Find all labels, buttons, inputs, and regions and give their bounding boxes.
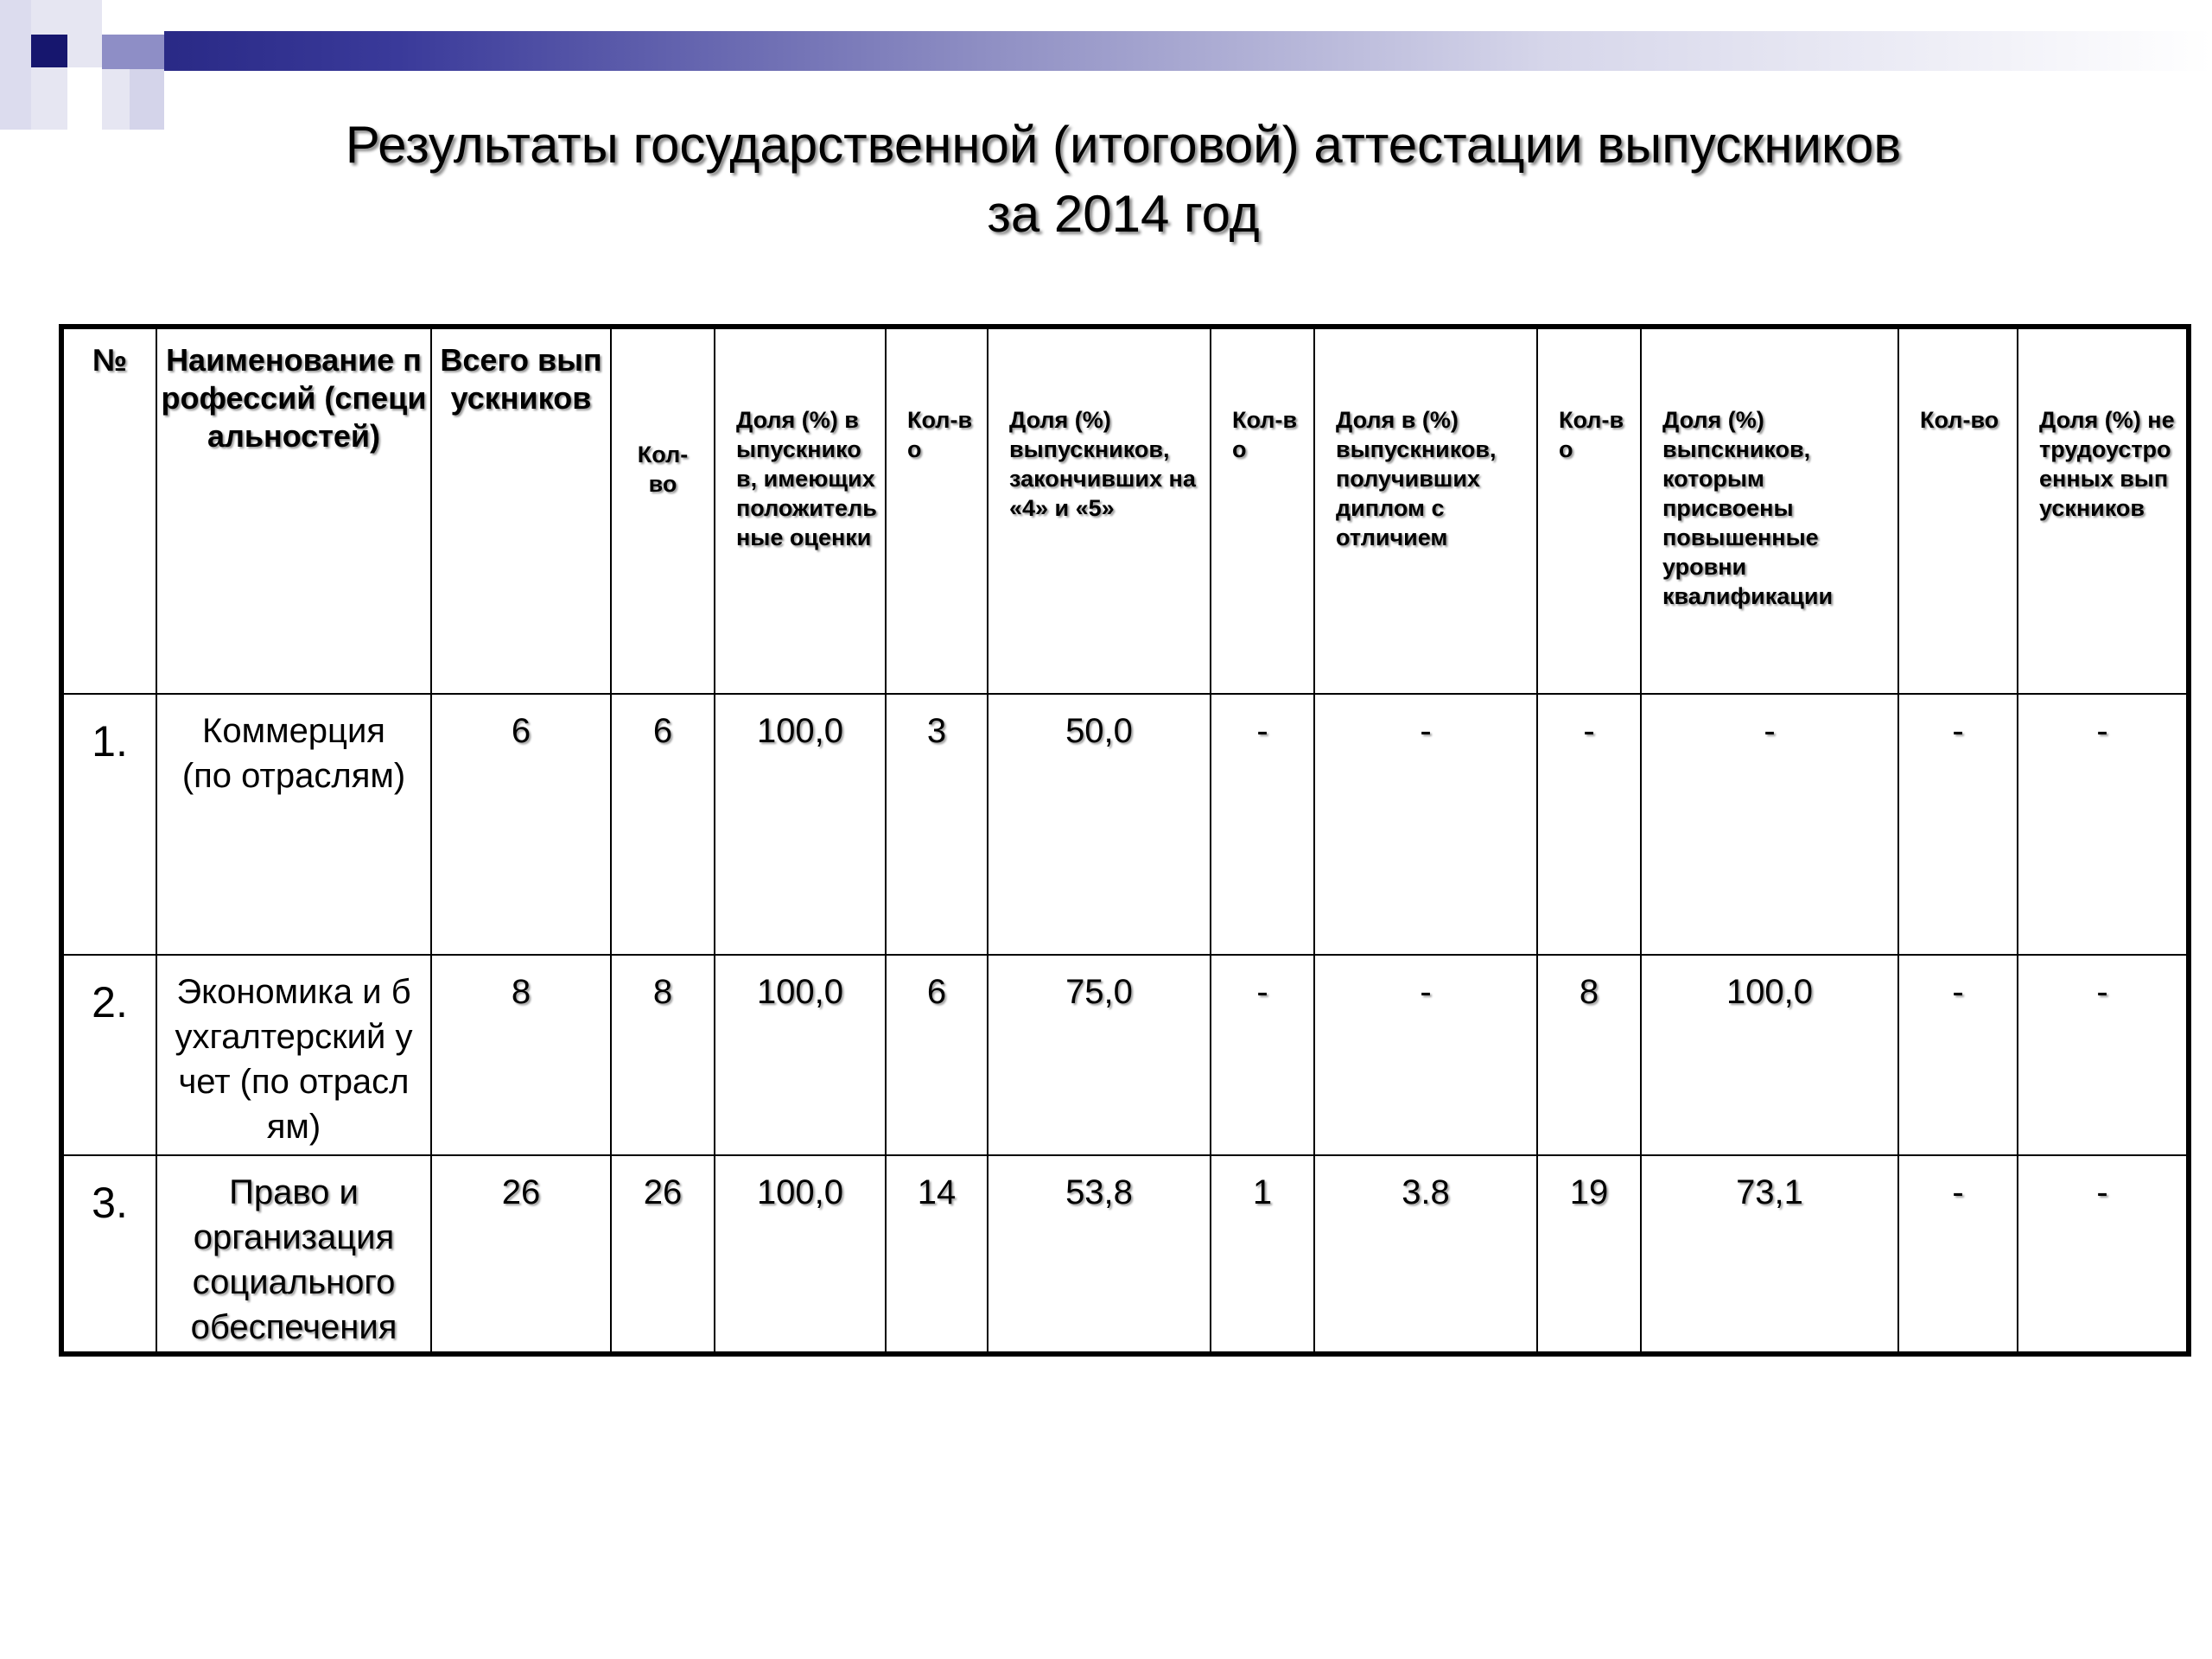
share-honors: -: [1314, 694, 1537, 955]
share-unemployed: -: [2018, 955, 2189, 1155]
header-share-good-excellent: Доля (%) выпускников, закончивших на «4» и «5»: [988, 327, 1211, 694]
header-band: [0, 31, 2212, 71]
header-decoration: [102, 35, 164, 69]
table-row: [61, 694, 2189, 955]
count-positive: 26: [611, 1155, 715, 1354]
count-higher-qualification: 19: [1537, 1155, 1641, 1354]
share-positive: 100,0: [715, 955, 886, 1155]
share-positive: 100,0: [715, 694, 886, 955]
count-unemployed: -: [1898, 1155, 2018, 1354]
header-share-honors: Доля в (%) выпускников, получивших диплом с отличием: [1314, 327, 1537, 694]
header-total-graduates: Всего выпускников: [431, 327, 611, 694]
profession-name: Экономика и бухгалтерский учет (по отраслям): [156, 955, 431, 1155]
count-good-excellent: 6: [886, 955, 988, 1155]
count-higher-qualification: 8: [1537, 955, 1641, 1155]
count-good-excellent: 14: [886, 1155, 988, 1354]
count-good-excellent: 3: [886, 694, 988, 955]
count-positive: 6: [611, 694, 715, 955]
total-graduates: 6: [431, 694, 611, 955]
header-decoration: [102, 0, 164, 35]
page-title: [0, 111, 2212, 249]
results-table: [59, 324, 2191, 1357]
row-number: 2.: [61, 955, 156, 1155]
table-row: [61, 1155, 2189, 1354]
header-count: Кол-во: [1537, 327, 1641, 694]
header-share-unemployed: Доля (%) нетрудоустроенных выпускников: [2018, 327, 2189, 694]
header-share-higher-qualification: Доля (%) выпскников, которым присвоены повышенные уровни квалификации: [1641, 327, 1898, 694]
count-honors: -: [1211, 694, 1314, 955]
share-positive: 100,0: [715, 1155, 886, 1354]
table-header-row: [61, 327, 2189, 694]
header-share-positive: Доля (%) выпускников, имеющих положительные оценки: [715, 327, 886, 694]
row-number: 1.: [61, 694, 156, 955]
profession-name: Коммерция (по отраслям): [156, 694, 431, 955]
table-row: [61, 955, 2189, 1155]
header-decoration: [31, 35, 67, 67]
total-graduates: 8: [431, 955, 611, 1155]
count-honors: 1: [1211, 1155, 1314, 1354]
share-honors: -: [1314, 955, 1537, 1155]
share-unemployed: -: [2018, 694, 2189, 955]
header-count: Кол-во: [886, 327, 988, 694]
page-title-line2: за 2014 год: [987, 185, 1260, 243]
share-good-excellent: 50,0: [988, 694, 1211, 955]
share-higher-qualification: 73,1: [1641, 1155, 1898, 1354]
count-positive: 8: [611, 955, 715, 1155]
share-higher-qualification: 100,0: [1641, 955, 1898, 1155]
share-higher-qualification: -: [1641, 694, 1898, 955]
share-good-excellent: 53,8: [988, 1155, 1211, 1354]
header-number: №: [61, 327, 156, 694]
row-number: 3.: [61, 1155, 156, 1354]
header-profession: Наименование профессий (специальностей): [156, 327, 431, 694]
page-title-line1: Результаты государственной (итоговой) аттестации выпускников: [345, 116, 1902, 174]
share-unemployed: -: [2018, 1155, 2189, 1354]
header-count: Кол-во: [611, 327, 715, 694]
share-good-excellent: 75,0: [988, 955, 1211, 1155]
count-honors: -: [1211, 955, 1314, 1155]
count-unemployed: -: [1898, 694, 2018, 955]
share-honors: 3.8: [1314, 1155, 1537, 1354]
total-graduates: 26: [431, 1155, 611, 1354]
header-count: Кол-во: [1211, 327, 1314, 694]
profession-name: Право и организация социального обеспечения: [156, 1155, 431, 1354]
header-count: Кол-во: [1898, 327, 2018, 694]
count-higher-qualification: -: [1537, 694, 1641, 955]
count-unemployed: -: [1898, 955, 2018, 1155]
